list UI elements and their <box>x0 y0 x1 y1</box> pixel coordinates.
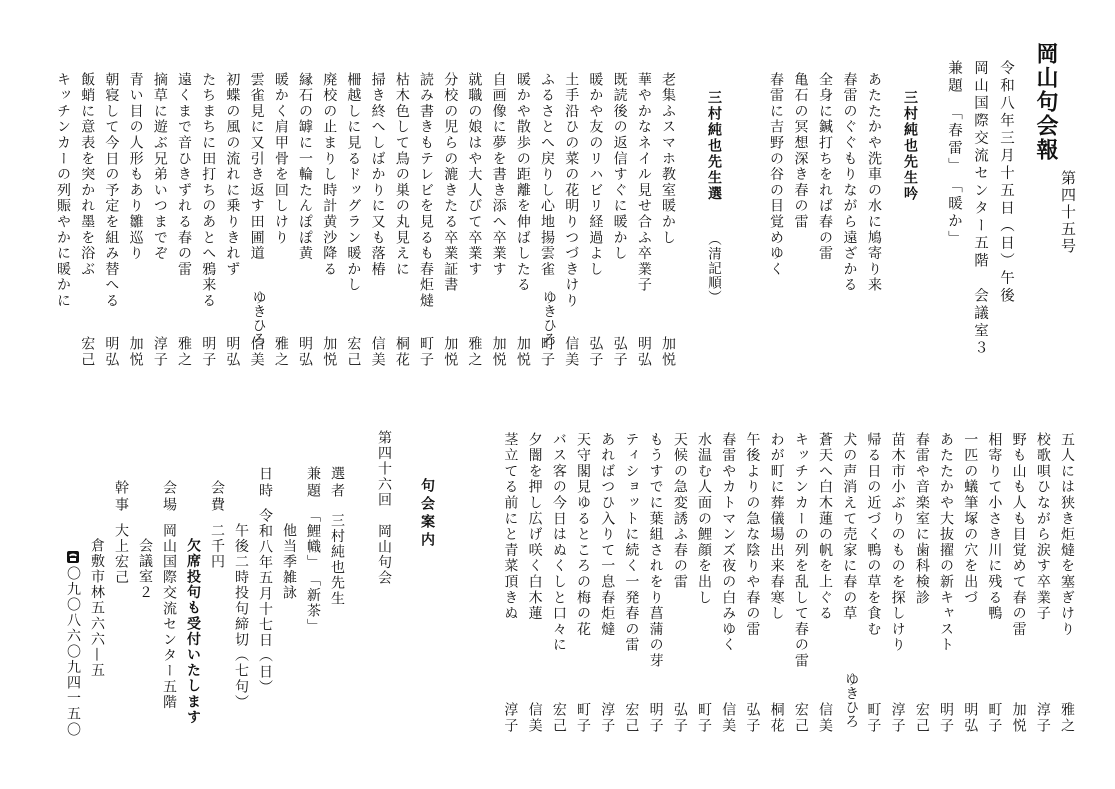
organizer-label: 幹事 <box>113 480 129 514</box>
haiku-text: 暖かく肩甲骨を回しけり <box>272 72 289 246</box>
haiku-text: 枯木色して鳥の巣の丸見えに <box>393 72 410 278</box>
issue-number: 第四十五号 <box>1059 170 1077 255</box>
own-haiku: 全身に鍼打ちをれば春の雷 <box>817 72 833 262</box>
haiku-text: あたたかや大抜擢の新キャスト <box>938 432 954 654</box>
notice-topic-extra: 他当季雑詠 <box>281 523 297 601</box>
haiku-author: 雅之 <box>466 336 483 368</box>
organizer-phone: 〇九〇八六〇九四一五〇 <box>65 566 81 738</box>
haiku-text: 帰る日の近づく鴨の草を食む <box>865 432 882 638</box>
haiku-text: 分校の児らの漉きたる卒業証書 <box>442 72 459 294</box>
haiku-author: 町子 <box>865 702 882 734</box>
own-haiku: あたたかや洗車の水に鳩寄り来 <box>866 72 882 294</box>
haiku-author: 信美 <box>563 336 580 368</box>
haiku-text: 暖かや散歩の距離を伸ばしたる <box>514 72 531 294</box>
organizer-address: 倉敷市林五六六—五 <box>89 538 105 679</box>
haiku-author: 加悦 <box>442 336 459 368</box>
haiku-author: 信美 <box>526 702 543 734</box>
haiku-text: 既読後の返信すぐに暖かし <box>611 72 628 262</box>
haiku-text: 茎立てる前にと青菜頂きぬ <box>502 432 519 622</box>
haiku-text: 春雷やカトマンズ夜の白みゆく <box>720 432 737 654</box>
selector-name: 三村純也先生 <box>329 513 345 607</box>
notice-fee: 二千円 <box>209 523 225 570</box>
haiku-text: 五人には狭き炬燵を塞ぎけり <box>1059 432 1075 638</box>
notice-topic: 「鯉幟」 「新茶」 <box>305 508 321 635</box>
selected-section-note: （清記順） <box>705 232 721 305</box>
haiku-text: 野も山も人も目覚めて春の雷 <box>1010 432 1027 638</box>
haiku-text: 柵越しに見るドッグラン暖かし <box>345 72 362 294</box>
haiku-text: 縁石の罅に一輪たんぽぽ黄 <box>297 72 313 262</box>
haiku-text: 老集ふスマホ教室暖かし <box>660 72 676 246</box>
haiku-text: 青い目の人形もあり雛巡り <box>127 72 144 262</box>
haiku-text: 土手沿ひの菜の花明りつづきけり <box>563 72 580 309</box>
haiku-text: 就職の娘はや大人びて卒業す <box>466 72 483 278</box>
datetime-label: 日時 <box>257 466 273 500</box>
haiku-text: あればつひ入りて一息春炬燵 <box>599 432 616 638</box>
own-haiku: 春雷のぐぐもりながら遠ざかる <box>841 72 858 294</box>
haiku-author: 明弘 <box>103 336 120 368</box>
haiku-author: 淳子 <box>502 702 519 734</box>
haiku-text: 天守閣見ゆるところの梅の花 <box>575 432 591 638</box>
haiku-text: ふるさとへ戻りし心地揚雲雀 <box>539 72 555 278</box>
haiku-text: 華やかなネイル見せ合ふ卒業子 <box>635 72 652 294</box>
haiku-author: 桐花 <box>393 336 410 368</box>
haiku-text: キッチンカーの列を乱して春の雷 <box>792 432 809 669</box>
haiku-author: 弘子 <box>671 702 688 734</box>
haiku-author: 弘子 <box>587 336 604 368</box>
haiku-text: 摘草に遊ぶ兄弟いつまでぞ <box>151 72 168 262</box>
haiku-author: 宏己 <box>79 336 96 368</box>
haiku-author: 明子 <box>200 336 217 368</box>
haiku-author: 宏己 <box>623 702 640 734</box>
haiku-author: 信美 <box>817 702 833 734</box>
own-haiku: 亀石の冥想深き春の雷 <box>792 72 809 230</box>
haiku-text: 暖かや友のリハビリ経過よし <box>587 72 604 278</box>
haiku-author: 桐花 <box>768 702 785 734</box>
haiku-text: 朝寝して今日の予定を組み替へる <box>103 72 120 309</box>
haiku-text: たちまちに田打ちのあとへ鴉来る <box>200 72 217 309</box>
haiku-author: 淳子 <box>1034 702 1051 734</box>
haiku-text: 夕闇を押し広げ咲く白木蓮 <box>526 432 543 622</box>
haiku-author: 信美 <box>369 336 386 368</box>
haiku-author: 雅之 <box>272 336 289 368</box>
haiku-author: 加悦 <box>321 336 338 368</box>
organizer-name: 大上宏己 <box>113 523 129 586</box>
notice-date: 令和八年五月十七日（日） <box>257 508 273 696</box>
haiku-author: 弘子 <box>744 702 761 734</box>
haiku-author: 加悦 <box>1010 702 1027 734</box>
meeting-topic: 兼題 「春雷」 「暖か」 <box>946 60 962 249</box>
fee-label: 会費 <box>209 480 225 514</box>
haiku-text: 午後よりの急な陰りや春の雷 <box>744 432 761 638</box>
selected-section-heading: 三村純也先生選 <box>706 90 722 202</box>
haiku-text: わが町に葬儀場出来春寒し <box>768 432 785 622</box>
haiku-text: 掃き終へしばかりに又も落椿 <box>369 72 386 278</box>
haiku-text: 読み書きもテレビを見るも春炬燵 <box>418 72 434 309</box>
own-haiku: 春雷に吉野の谷の目覚めゆく <box>768 72 784 278</box>
haiku-author: 町子 <box>418 336 434 368</box>
haiku-author: 明弘 <box>297 336 313 368</box>
haiku-text: 相寄りて小さき川に残る鴨 <box>986 432 1003 622</box>
haiku-text: 自画像に夢を書き添へ卒業す <box>490 72 507 278</box>
haiku-text: 蒼天へ白木蓮の帆を上ぐる <box>817 432 833 622</box>
page-title: 岡山句会報 <box>1033 42 1059 162</box>
haiku-author: 町子 <box>539 336 555 368</box>
haiku-author: 明子 <box>647 702 664 734</box>
haiku-text: 苗木市小ぶりのものを探しけり <box>889 432 906 654</box>
haiku-author: 淳子 <box>889 702 906 734</box>
meeting-venue: 岡山国際交流センター五階 会議室３ <box>972 60 988 358</box>
absent-notice: 欠席投句も受付いたします <box>185 538 201 726</box>
haiku-author: 加悦 <box>490 336 507 368</box>
haiku-text: もうすでに葉組されをり菖蒲の芽 <box>647 432 664 669</box>
haiku-author: 明弘 <box>224 336 241 368</box>
haiku-author: 宏己 <box>550 702 567 734</box>
haiku-text: 校歌唄ひながら涙す卒業子 <box>1034 432 1051 622</box>
haiku-author: 加悦 <box>660 336 676 368</box>
notice-title: 第四十六回 岡山句会 <box>376 430 392 586</box>
haiku-text: 一匹の蟻筆塚の穴を出づ <box>962 432 979 606</box>
haiku-text: 初蝶の風の流れに乗りきれず <box>224 72 241 278</box>
haiku-text: キッチンカーの列賑やかに暖かに <box>55 72 71 309</box>
notice-heading: 句会案内 <box>419 478 435 550</box>
selector-label: 選者 <box>329 466 345 500</box>
haiku-text: 水温む人面の鯉顔を出し <box>696 432 712 606</box>
haiku-author: 弘子 <box>611 336 628 368</box>
haiku-text: ティショットに続く一発春の雷 <box>623 432 640 654</box>
haiku-text: 犬の声消えて売家に春の草 <box>841 432 858 622</box>
venue-label: 会場 <box>161 480 177 514</box>
haiku-text: 天候の急変誘ふ春の雷 <box>671 432 688 590</box>
haiku-author: 雅之 <box>176 336 192 368</box>
haiku-pen-name: ゆきひろ <box>250 290 267 346</box>
haiku-text: 雲雀見に又引き返す田圃道 <box>248 72 265 262</box>
haiku-author: 町子 <box>986 702 1003 734</box>
meeting-date: 令和八年三月十五日（日）午後 <box>998 60 1014 305</box>
haiku-pen-name: ゆきひろ <box>843 672 860 728</box>
haiku-text: バス客の今日はぬくしと口々に <box>550 432 567 654</box>
haiku-text: 春雷や音楽室に歯科検診 <box>913 432 930 606</box>
haiku-author: 淳子 <box>151 336 168 368</box>
haiku-author: 加悦 <box>127 336 144 368</box>
haiku-author: 信美 <box>248 336 265 368</box>
haiku-author: 雅之 <box>1059 702 1075 734</box>
topic-label: 兼題 <box>305 466 321 500</box>
haiku-author: 明子 <box>938 702 954 734</box>
haiku-author: 町子 <box>696 702 712 734</box>
haiku-author: 明弘 <box>962 702 979 734</box>
own-section-heading: 三村純也先生吟 <box>902 90 918 202</box>
haiku-author: 加悦 <box>514 336 531 368</box>
haiku-text: 廃校の止まりし時計黄沙降る <box>321 72 338 278</box>
haiku-author: 町子 <box>575 702 591 734</box>
notice-venue: 岡山国際交流センター五階 <box>161 523 177 711</box>
notice-time: 午後二時投句締切（七句） <box>233 523 249 711</box>
telephone-icon <box>66 550 80 564</box>
haiku-author: 宏己 <box>345 336 362 368</box>
haiku-author: 信美 <box>720 702 737 734</box>
haiku-pen-name: ゆきひろ <box>541 290 557 346</box>
haiku-author: 宏己 <box>913 702 930 734</box>
haiku-text: 飯蛸に意表を突かれ墨を浴ぶ <box>79 72 96 278</box>
haiku-author: 宏己 <box>792 702 809 734</box>
notice-venue-room: 会議室２ <box>137 538 153 601</box>
haiku-author: 明弘 <box>635 336 652 368</box>
haiku-author: 淳子 <box>599 702 616 734</box>
haiku-text: 遠くまで音ひきずれる春の雷 <box>176 72 192 278</box>
